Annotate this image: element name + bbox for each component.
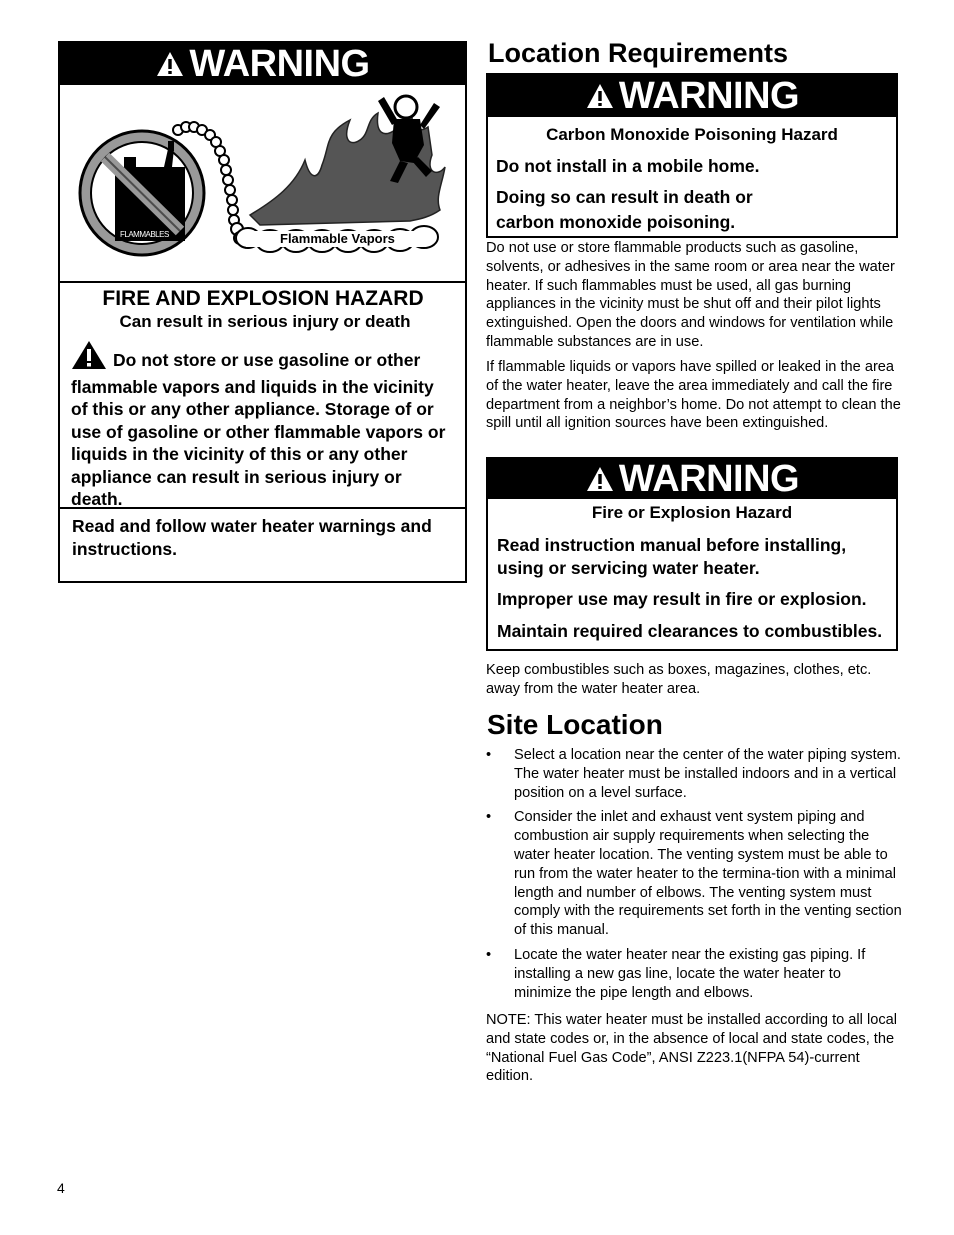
site-location-list <box>486 746 902 1008</box>
warning-header <box>488 75 896 117</box>
clearances-line: Maintain required clearances to combustibles. <box>497 620 883 641</box>
alert-triangle-icon <box>585 465 615 493</box>
improper-use-line: Improper use may result in fire or explosion. <box>497 589 867 609</box>
flammable-vapors-label: Flammable Vapors <box>280 231 395 246</box>
read-follow-instructions: Read and follow water heater warnings and instructions. <box>72 516 432 559</box>
combustibles-paragraph: Keep combustibles such as boxes, magazines, clothes, etc. away from the water heater area. <box>486 662 872 697</box>
list-item-text: Locate the water heater near the existing gas piping. If installing a new gas line, locate the water heater to minimize the pipe length and elbows. <box>514 946 866 1001</box>
list-item <box>486 808 902 940</box>
spill-paragraph: If flammable liquids or vapors have spilled or leaked in the area of the water heater, leave the area immediately and call the fire department from a neighbor’s home. Do not attempt to clean the spill until all ignition sources have been extinguished. <box>486 359 901 432</box>
fire-explosion-warning-box <box>58 41 467 583</box>
warning-header-text: WARNING <box>618 74 800 117</box>
flammables-illustration <box>60 85 465 283</box>
alert-triangle-icon <box>585 82 615 110</box>
hazard-title: FIRE AND EXPLOSION HAZARD <box>102 287 424 310</box>
alert-triangle-icon <box>71 340 107 376</box>
flammable-products-paragraph: Do not use or store flammable products such as gasoline, solvents, or adhesives in the same room or area near the water heater. If such flammables must be used, all gas burning appliances in the vicinity must be shut off and their pilot lights extinguished. Open the doors and windows for ventilation while flammable substances are in use. <box>486 240 895 350</box>
hazard-subtitle: Can result in serious injury or death <box>119 312 411 331</box>
bullet: • <box>486 747 492 763</box>
fire-hazard-title: Fire or Explosion Hazard <box>591 503 793 522</box>
bullet: • <box>486 809 492 826</box>
location-requirements-heading: Location Requirements <box>488 38 789 68</box>
site-location-heading: Site Location <box>487 709 663 740</box>
co-mobile-home-line: Do not install in a mobile home. <box>496 156 760 176</box>
fire-hazard-text <box>60 283 465 509</box>
co-result-line-1: Doing so can result in death or <box>496 187 753 207</box>
carbon-monoxide-warning-box <box>486 73 898 238</box>
warning-header-text: WARNING <box>189 42 370 85</box>
alert-triangle-icon <box>155 50 185 78</box>
list-item-text: Consider the inlet and exhaust vent system piping and combustion air supply requirements when selecting the water heater location. The venting system must be able to run from the water heater to the termina-tion with a minimal length and number of elbows. The venting system must comply with the requirements set forth in the venting section of this manual. <box>514 809 902 939</box>
hazard-body <box>71 340 455 511</box>
page-number: 4 <box>57 1180 65 1196</box>
flammable-vapors-illustration <box>60 85 465 283</box>
co-result-line-2: carbon monoxide poisoning. <box>496 212 736 232</box>
warning-header <box>488 459 896 499</box>
flammables-can-label: FLAMMABLES <box>120 230 169 239</box>
co-hazard-title: Carbon Monoxide Poisoning Hazard <box>546 125 838 144</box>
list-item <box>486 946 902 1002</box>
hazard-body-text: Do not store or use gasoline or other flammable vapors and liquids in the vicinity of this or any other appliance. Storage of or use of gasoline or other flammable vapors or liquids in the vicinity of this or any other appliance can result in serious injury or death. <box>71 350 446 509</box>
bullet: • <box>486 946 492 963</box>
code-note-paragraph: NOTE: This water heater must be installed according to all local and state codes or, in the absence of local and state codes, the “National Fuel Gas Code”, ANSI Z223.1(NFPA 54)-current edition. <box>486 1012 897 1085</box>
list-item-text: Select a location near the center of the water piping system. The water heater must be installed indoors and in a vertical position on a level surface. <box>514 747 901 801</box>
read-manual-line: Read instruction manual before installing, using or servicing water heater. <box>497 535 847 578</box>
fire-explosion-hazard-warning-box <box>486 457 898 651</box>
list-item <box>486 746 902 802</box>
warning-header <box>60 43 465 85</box>
warning-header-text: WARNING <box>618 457 800 500</box>
